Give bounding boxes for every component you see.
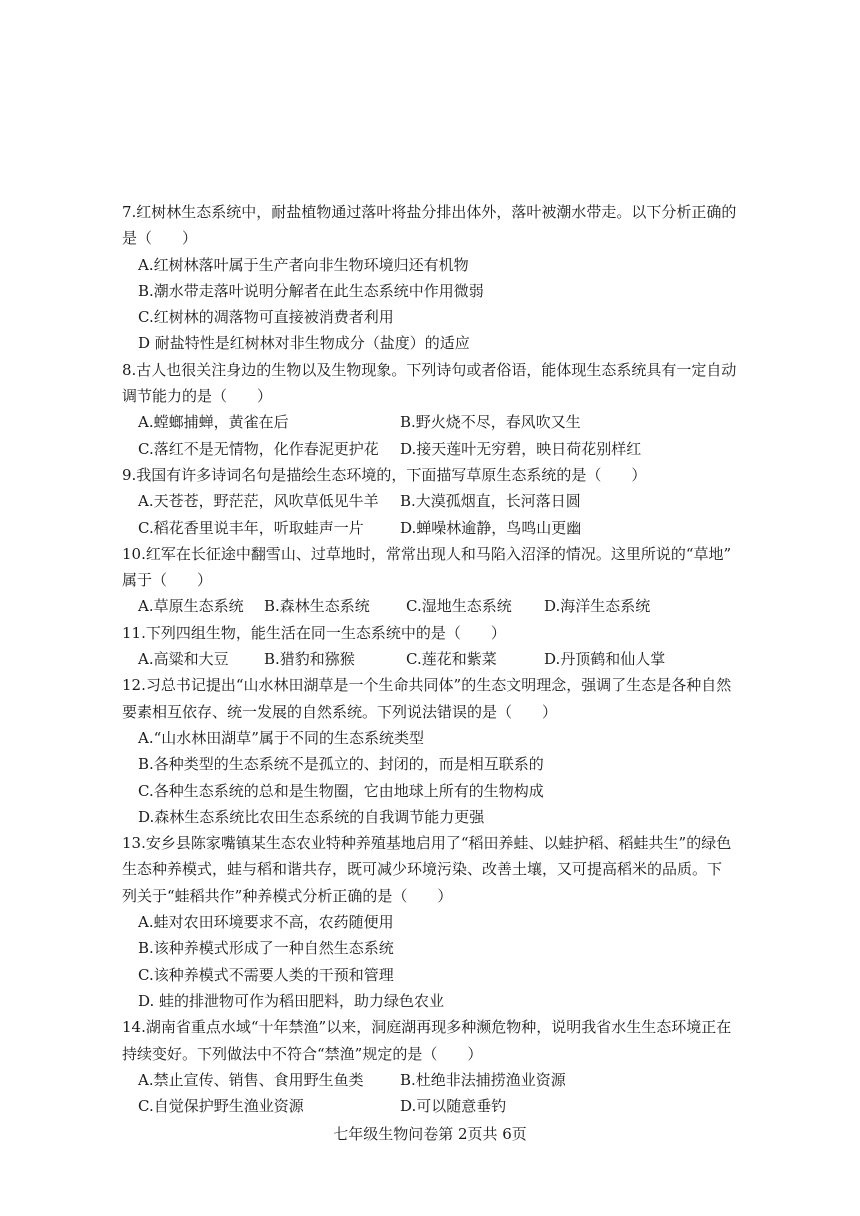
option-a: A.禁止宣传、销售、食用野生鱼类	[138, 1070, 364, 1089]
option-c: C.红树林的凋落物可直接被消费者利用	[138, 308, 394, 327]
question-10	[122, 541, 732, 620]
option-a: A.螳螂捕蝉，黄雀在后	[138, 413, 289, 432]
option-d: D.海洋生态系统	[544, 597, 651, 616]
option-row	[122, 1067, 722, 1093]
question-14	[122, 1014, 732, 1119]
option-c: C.落红不是无情物，化作春泥更护花	[138, 439, 379, 458]
option-d: D 耐盐特性是红树林对非生物成分（盐度）的适应	[138, 334, 470, 353]
option-b: B.潮水带走落叶说明分解者在此生态系统中作用微弱	[138, 281, 484, 300]
question-stem: 10.红军在长征途中翻雪山、过草地时，常常出现人和马陷入沼泽的情况。这里所说的“草地”	[122, 544, 732, 563]
option-b: B.该种养模式形成了一种自然生态系统	[138, 939, 394, 958]
option-a: A.草原生态系统	[138, 597, 244, 616]
option-c: C.各种生态系统的总和是生物圈，它由地球上所有的生物构成	[138, 781, 544, 800]
option-c: C.自觉保护野生渔业资源	[138, 1097, 304, 1116]
option-c: C.该种养模式不需要人类的干预和管理	[138, 965, 394, 984]
question-13	[122, 830, 732, 1014]
question-stem: 要素相互依存、统一发展的自然系统。下列说法错误的是（ ）	[122, 702, 558, 721]
question-stem: 生态种养模式，蛙与稻和谐共存，既可减少环境污染、改善土壤，又可提高稻米的品质。下	[122, 860, 723, 879]
option-b: B.野火烧不尽，春风吹又生	[400, 413, 581, 432]
option-a: A.蛙对农田环境要求不高，农药随便用	[138, 913, 394, 932]
question-stem: 7.红树林生态系统中，耐盐植物通过落叶将盐分排出体外，落叶被潮水带走。以下分析正确的	[122, 203, 737, 221]
option-d: D. 蛙的排泄物可作为稻田肥料，助力绿色农业	[138, 991, 445, 1010]
question-stem: 12.习总书记提出“山水林田湖草是一个生命共同体”的生态文明理念，强调了生态是各种自然	[122, 676, 732, 695]
option-b: B.大漠孤烟直，长河落日圆	[400, 492, 581, 511]
option-row	[122, 646, 722, 672]
question-stem: 是（ ）	[122, 229, 198, 248]
question-stem: 列关于“蛙稻共作”种养模式分析正确的是（ ）	[122, 886, 453, 905]
question-12	[122, 672, 732, 830]
question-7	[122, 199, 737, 357]
option-b: B.猎豹和猕猴	[264, 650, 355, 669]
option-b: B.森林生态系统	[264, 597, 370, 616]
option-row	[122, 515, 722, 541]
option-d: D.丹顶鹤和仙人掌	[544, 650, 666, 669]
question-list	[122, 199, 737, 1119]
question-8	[122, 357, 737, 462]
option-a: A.“山水林田湖草”属于不同的生态系统类型	[138, 728, 424, 747]
option-row	[122, 593, 722, 619]
question-stem: 14.湖南省重点水域“十年禁渔”以来，洞庭湖再现多种濒危物种，说明我省水生生态环境正在	[122, 1018, 732, 1037]
question-stem: 9.我国有许多诗词名句是描绘生态环境的，下面描写草原生态系统的是（ ）	[122, 465, 647, 484]
question-stem: 属于（ ）	[122, 571, 213, 590]
option-a: A.红树林落叶属于生产者向非生物环境归还有机物	[138, 255, 469, 274]
question-stem: 13.安乡县陈家嘴镇某生态农业特种养殖基地启用了“稻田养蛙、以蛙护稻、稻蛙共生”的绿色	[122, 834, 732, 853]
question-stem: 调节能力的是（ ）	[122, 387, 273, 406]
option-row	[122, 409, 722, 435]
question-9	[122, 462, 722, 541]
option-b: B.各种类型的生态系统不是孤立的、封闭的，而是相互联系的	[138, 755, 544, 774]
option-c: C.湿地生态系统	[406, 597, 512, 616]
option-row	[122, 1093, 722, 1119]
option-d: D.蝉噪林逾静，鸟鸣山更幽	[400, 518, 582, 537]
option-c: C.莲花和紫菜	[406, 650, 497, 669]
option-row	[122, 488, 722, 514]
option-b: B.杜绝非法捕捞渔业资源	[400, 1070, 566, 1089]
option-a: A.高粱和大豆	[138, 650, 229, 669]
question-11	[122, 620, 722, 673]
page-footer: 七年级生物问卷第 2页共 6页	[333, 1125, 527, 1143]
option-d: D.森林生态系统比农田生态系统的自我调节能力更强	[138, 807, 485, 826]
question-stem: 持续变好。下列做法中不符合“禁渔”规定的是（ ）	[122, 1044, 483, 1063]
question-stem: 8.古人也很关注身边的生物以及生物现象。下列诗句或者俗语，能体现生态系统具有一定自动	[122, 360, 737, 379]
question-stem: 11.下列四组生物，能生活在同一生态系统中的是（ ）	[122, 623, 506, 642]
option-d: D.接天莲叶无穷碧，映日荷花别样红	[400, 439, 642, 458]
option-d: D.可以随意垂钓	[400, 1097, 507, 1116]
option-a: A.天苍苍，野茫茫，风吹草低见牛羊	[138, 492, 379, 511]
option-row	[122, 436, 722, 462]
option-c: C.稻花香里说丰年，听取蛙声一片	[138, 518, 364, 537]
